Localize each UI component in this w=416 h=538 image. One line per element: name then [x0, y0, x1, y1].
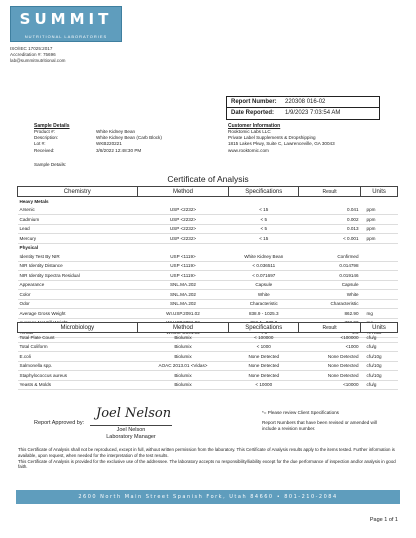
signature: Joel Nelson [96, 406, 172, 421]
chemistry-table [17, 186, 398, 338]
method-cell: Biolumix [137, 333, 229, 343]
test-name-cell: Lead [18, 224, 138, 234]
date-reported-label: Date Reported: [231, 110, 275, 116]
micro-result-col-header: Result [299, 323, 361, 333]
spec-cell: Capsule [229, 280, 299, 290]
test-name-cell: NIR Identity Distance [18, 261, 138, 271]
iso-text: ISO/IEC 17025:2017 [10, 46, 53, 51]
lot-label: Lot #: [34, 141, 46, 147]
description-value: White Kidney Bean (Carb Block) [96, 135, 162, 141]
received-label: Received: [34, 147, 55, 153]
test-name-cell: Identity Test By NIR [18, 252, 138, 261]
result-cell: 862.90 [299, 309, 361, 319]
report-number-label: Report Number: [231, 99, 277, 105]
client-spec-note: *= Please review Client Specifications [262, 410, 339, 415]
result-cell: Capsule [299, 280, 361, 290]
signer-title: Laboratory Manager [106, 434, 156, 440]
method-cell: Biolumix [137, 342, 229, 352]
sample-details-heading: Sample Details [34, 123, 70, 129]
result-cell: 0.002 [299, 215, 361, 225]
description-label: Description: [34, 135, 59, 141]
spec-cell: None Detected [229, 352, 299, 362]
lot-value: WKB220221 [96, 141, 122, 147]
result-cell: Confirmed [299, 252, 361, 261]
footer-bar: 2600 North Main Street Spanish Fork, Utah 84660 • 801-210-2084 [16, 490, 400, 504]
product-label: Product #: [34, 129, 55, 134]
revision-note: Report Numbers that have been revised or amended will include a revision number. [262, 420, 377, 431]
test-name-cell: Total Plate Count [18, 333, 138, 343]
micro-units-col-header: Units [361, 323, 398, 333]
product-value: White Kidney Bean [96, 129, 136, 134]
unit-cell [361, 252, 398, 261]
approved-by-label: Report Approved by: [34, 420, 85, 426]
unit-cell: cfu/10g [361, 371, 398, 381]
table-row [18, 261, 398, 271]
result-cell: 0.041 [299, 206, 361, 215]
category-row [18, 197, 398, 206]
coa-title: Certificate of Analysis [167, 174, 249, 184]
result-cell: <1000 [299, 342, 361, 352]
spec-cell: < 10000 [229, 380, 299, 390]
date-reported-value: 1/9/2023 7:03:54 AM [285, 110, 341, 116]
unit-cell: cfu/g [361, 342, 398, 352]
method-cell: USP <2232> [137, 215, 229, 225]
result-cell: None Detected [299, 361, 361, 371]
spec-cell: 838.9 - 1025.3 [229, 309, 299, 319]
unit-cell [361, 299, 398, 309]
test-name-cell: Staphylococcus aureus [18, 371, 138, 381]
page-number: Page 1 of 1 [369, 517, 398, 523]
micro-method-col-header: Method [137, 323, 229, 333]
category-row [18, 243, 398, 252]
method-cell: WI.USP.2091.02 [137, 309, 229, 319]
spec-cell: White Kidney Bean [229, 252, 299, 261]
accreditation-text: Accreditation #: 75696 [10, 52, 56, 57]
summit-logo [10, 6, 122, 42]
table-row [18, 333, 398, 343]
spec-cell: Characteristic [229, 299, 299, 309]
method-cell: USP <2232> [137, 234, 229, 244]
unit-cell: ppm [361, 224, 398, 234]
spec-col-header: Specifications [229, 187, 299, 197]
customer-heading: Customer Information [228, 123, 281, 129]
micro-spec-col-header: Specifications [229, 323, 299, 333]
result-cell: White [299, 290, 361, 300]
unit-cell: cfu/10g [361, 352, 398, 362]
method-cell: Biolumix [137, 352, 229, 362]
table-row [18, 380, 398, 390]
report-box [226, 96, 380, 120]
table-row [18, 206, 398, 215]
unit-cell: cfu/10g [361, 361, 398, 371]
spec-cell: < 0.071697 [229, 271, 299, 281]
unit-cell: ppm [361, 206, 398, 215]
report-number-value: 220308 016-02 [285, 99, 326, 105]
table-row [18, 290, 398, 300]
table-row [18, 371, 398, 381]
micro-col-header: Microbiology [18, 323, 138, 333]
method-cell: USP <2232> [137, 224, 229, 234]
disclaimer-line-1: This Certificate of Analysis shall not be reproduced, except in full, without written permission from the laboratory. This Certificate of Analysis results apply to the items tested. Further information is available, upon request, when needed for the interpretation of the test results. [18, 447, 395, 458]
method-cell: AOAC 2013.01 <Vidas> [137, 361, 229, 371]
signer-name: Joel Nelson [116, 427, 146, 433]
sample-details [34, 123, 224, 154]
test-name-cell: Salmonella spp. [18, 361, 138, 371]
spec-cell: < 0.036511 [229, 261, 299, 271]
test-name-cell: Mercury [18, 234, 138, 244]
table-row [18, 215, 398, 225]
result-cell: 0.013 [299, 224, 361, 234]
table-row [18, 280, 398, 290]
test-name-cell: Color [18, 290, 138, 300]
customer-name: Rooktomic Labs LLC [228, 129, 271, 134]
category-label: Physical [19, 245, 39, 251]
result-cell: 0.014798 [299, 261, 361, 271]
micro-header-row [18, 323, 398, 333]
table-row [18, 352, 398, 362]
method-col-header: Method [137, 187, 229, 197]
method-cell: USP <1119> [137, 271, 229, 281]
spec-cell: White [229, 290, 299, 300]
chemistry-header-row [18, 187, 398, 197]
unit-cell: cfu/g [361, 333, 398, 343]
spec-cell: None Detected [229, 361, 299, 371]
table-row [18, 361, 398, 371]
spec-cell: < 5 [229, 224, 299, 234]
table-row [18, 342, 398, 352]
approval-notes [262, 410, 382, 432]
test-name-cell: Total Coliform [18, 342, 138, 352]
logo-subtext: NUTRITIONAL LABORATORIES [24, 34, 108, 39]
test-name-cell: Odor [18, 299, 138, 309]
received-value: 3/8/2022 12:48:30 PM [96, 147, 142, 153]
unit-cell [361, 280, 398, 290]
table-row [18, 271, 398, 281]
spec-cell: < 5 [229, 215, 299, 225]
signer-block [90, 427, 172, 441]
customer-company: Private Label Supplements & Dropshipping [228, 135, 316, 141]
signature-line [90, 425, 172, 426]
test-name-cell: Cadmium [18, 215, 138, 225]
unit-cell: mg [361, 309, 398, 319]
disclaimer [18, 447, 398, 470]
test-name-cell: E.coli [18, 352, 138, 362]
spec-cell: < 15 [229, 206, 299, 215]
result-cell: None Detected [299, 371, 361, 381]
chemistry-col-header: Chemistry [18, 187, 138, 197]
spec-cell: < 100000 [229, 333, 299, 343]
result-cell: 0.019146 [299, 271, 361, 281]
test-name-cell: Yeasts & Molds [18, 380, 138, 390]
table-row [18, 299, 398, 309]
unit-cell: ppm [361, 234, 398, 244]
method-cell: Biolumix [137, 380, 229, 390]
table-row [18, 224, 398, 234]
method-cell: USP <2232> [137, 206, 229, 215]
spec-cell: < 1000 [229, 342, 299, 352]
spec-cell: None Detected [229, 371, 299, 381]
unit-cell: ppm [361, 215, 398, 225]
table-row [18, 309, 398, 319]
result-cell: Characteristic [299, 299, 361, 309]
logo-text: SUMMIT [19, 10, 113, 28]
table-row [18, 234, 398, 244]
customer-info [228, 123, 335, 154]
lab-email: lab@summitnutritional.com [10, 58, 66, 63]
result-cell: < 0.001 [299, 234, 361, 244]
test-name-cell: Arsenic [18, 206, 138, 215]
lab-info [10, 46, 65, 64]
customer-address: 1815 Lakes Pkwy, Suite C, Lawrenceville, GA 30043 [228, 141, 335, 147]
spec-cell: < 15 [229, 234, 299, 244]
table-row [18, 252, 398, 261]
sample-details-label: Sample Details: [34, 162, 67, 167]
method-cell: USP <1119> [137, 261, 229, 271]
method-cell: Biolumix [137, 371, 229, 381]
unit-cell: cfu/g [361, 380, 398, 390]
test-name-cell: Average Gross Weight [18, 309, 138, 319]
result-cell: <100000 [299, 333, 361, 343]
method-cell: SNL.MA.202 [137, 299, 229, 309]
test-name-cell: Appearance [18, 280, 138, 290]
customer-website: www.rooktomic.com [228, 147, 269, 153]
method-cell: USP <1119> [137, 252, 229, 261]
disclaimer-line-2: This Certificate of Analysis is provided for the exclusive use of the addressee. The laboratory accepts no responsibility/liability except for the due performance of inspection and/or analysis in good faith. [18, 458, 396, 470]
unit-cell [361, 271, 398, 281]
test-name-cell: NIR Identity Spectra Residual [18, 271, 138, 281]
result-cell: None Detected [299, 352, 361, 362]
microbiology-table [17, 322, 398, 390]
unit-cell [361, 261, 398, 271]
method-cell: SNL.MA.202 [137, 290, 229, 300]
method-cell: SNL.MA.202 [137, 280, 229, 290]
category-label: Heavy Metals [19, 198, 49, 204]
units-col-header: Units [361, 187, 398, 197]
result-col-header: Result [299, 187, 361, 197]
unit-cell [361, 290, 398, 300]
result-cell: <10000 [299, 380, 361, 390]
